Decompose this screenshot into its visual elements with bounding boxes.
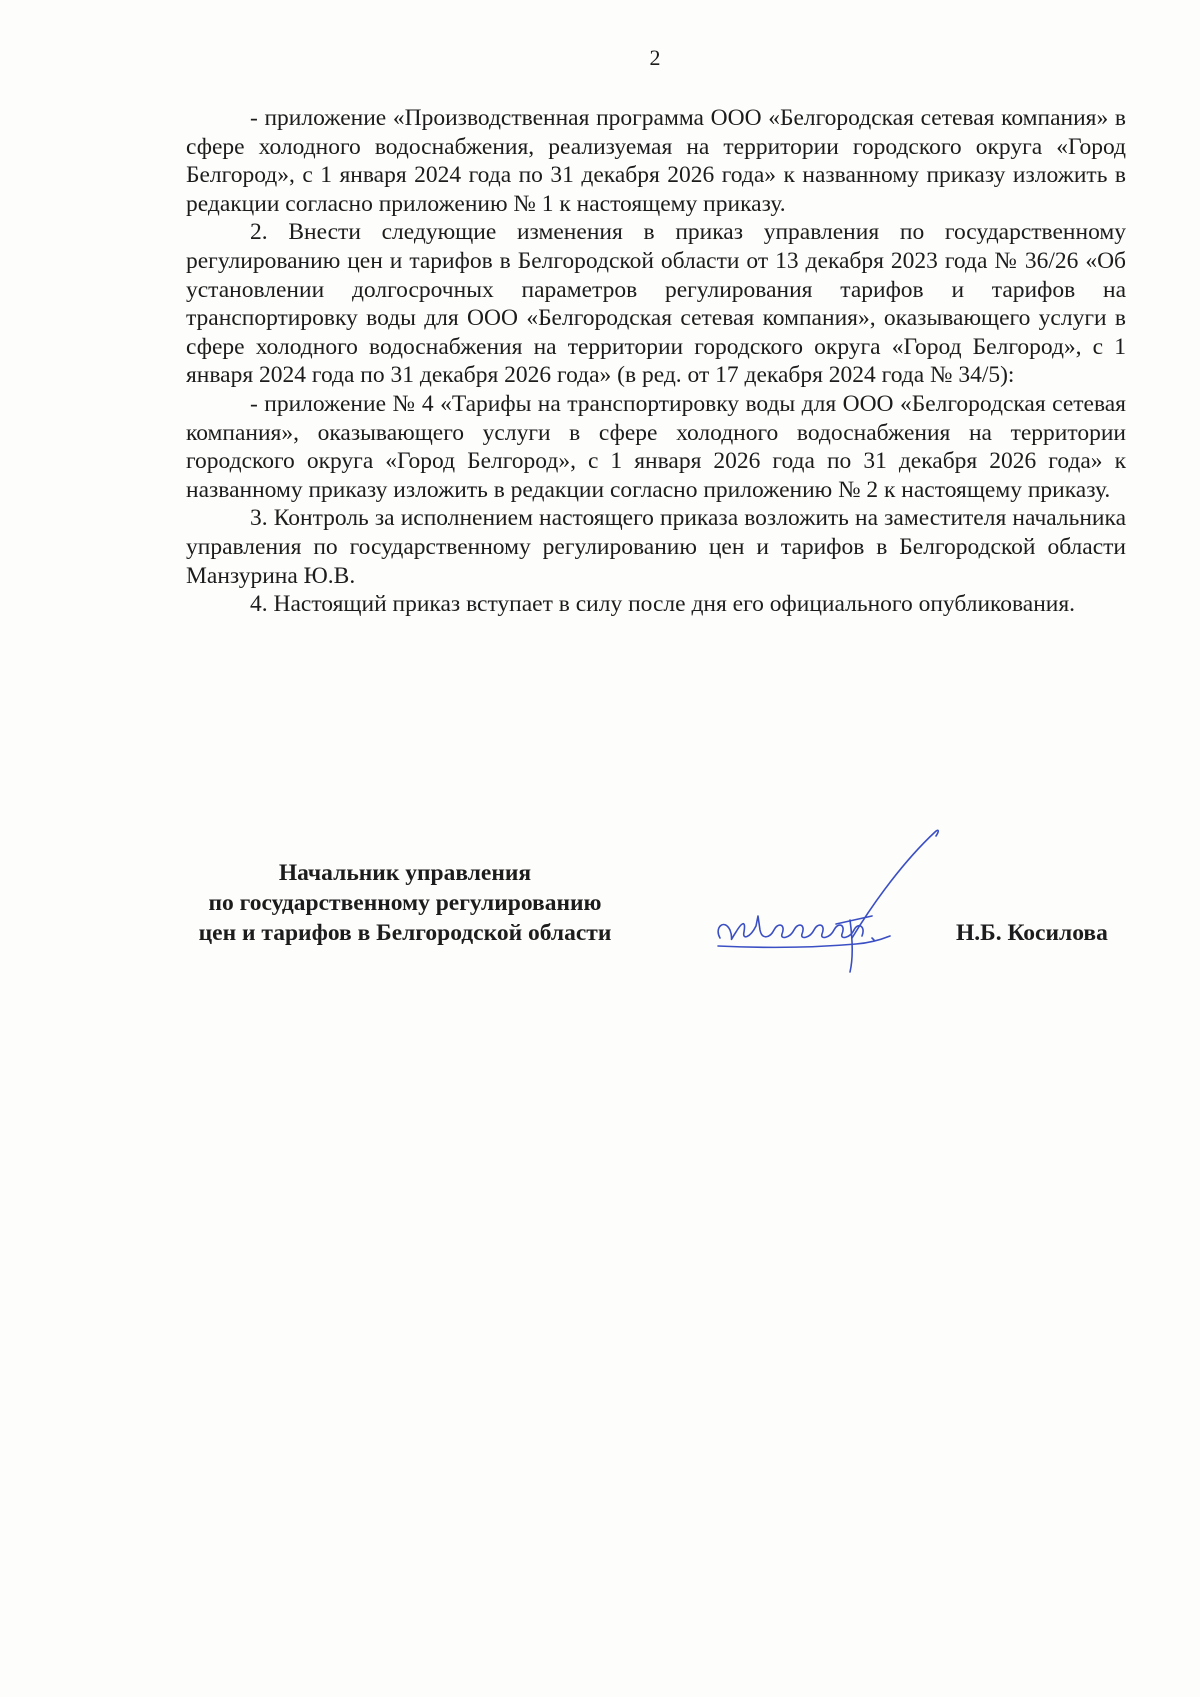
handwritten-signature <box>700 820 1030 980</box>
signer-position-line-3: цен и тарифов в Белгородской области <box>198 920 612 946</box>
paragraph-appendix-4: - приложение № 4 «Тарифы на транспортировку воды для ООО «Белгородская сетевая компания», оказывающего услуги в сфере холодного водоснабжения на территории городского округа «Город Белгород», с 1 января 2026 года по 31 декабря 2026 года» к названному приказу изложить в редакции согласно приложению № 2 к настоящему приказу. <box>186 390 1126 503</box>
signer-name: Н.Б. Косилова <box>956 920 1108 946</box>
page-number: 2 <box>649 45 661 70</box>
paragraph-appendix-1: - приложение «Производственная программа ООО «Белгородская сетевая компания» в сфере холодного водоснабжения, реализуемая на территории городского округа «Город Белгород», с 1 января 2024 года по 31 декабря 2026 года» к названному приказу изложить в редакции согласно приложению № 1 к настоящему приказу. <box>186 105 1126 217</box>
signer-position-line-1: Начальник управления <box>278 860 532 886</box>
signer-position <box>170 858 640 948</box>
paragraph-item-2: 2. Внести следующие изменения в приказ управления по государственному регулированию цен и тарифов в Белгородской области от 13 декабря 2023 года № 36/26 «Об установлении долгосрочных параметров регулирования тарифов и тарифов на транспортировку воды для ООО «Белгородская сетевая компания», оказывающего услуги в сфере холодного водоснабжения на территории городского округа «Город Белгород», с 1 января 2024 года по 31 декабря 2026 года» (в ред. от 17 декабря 2024 года № 34/5): <box>186 219 1126 389</box>
signer-position-line-2: по государственному регулированию <box>208 890 602 916</box>
paragraph-item-3: 3. Контроль за исполнением настоящего приказа возложить на заместителя начальника управления по государственному регулированию цен и тарифов в Белгородской области Манзурина Ю.В. <box>186 505 1126 589</box>
paragraph-item-4: 4. Настоящий приказ вступает в силу после дня его официального опубликования. <box>250 591 1076 618</box>
document-body <box>186 104 1126 619</box>
